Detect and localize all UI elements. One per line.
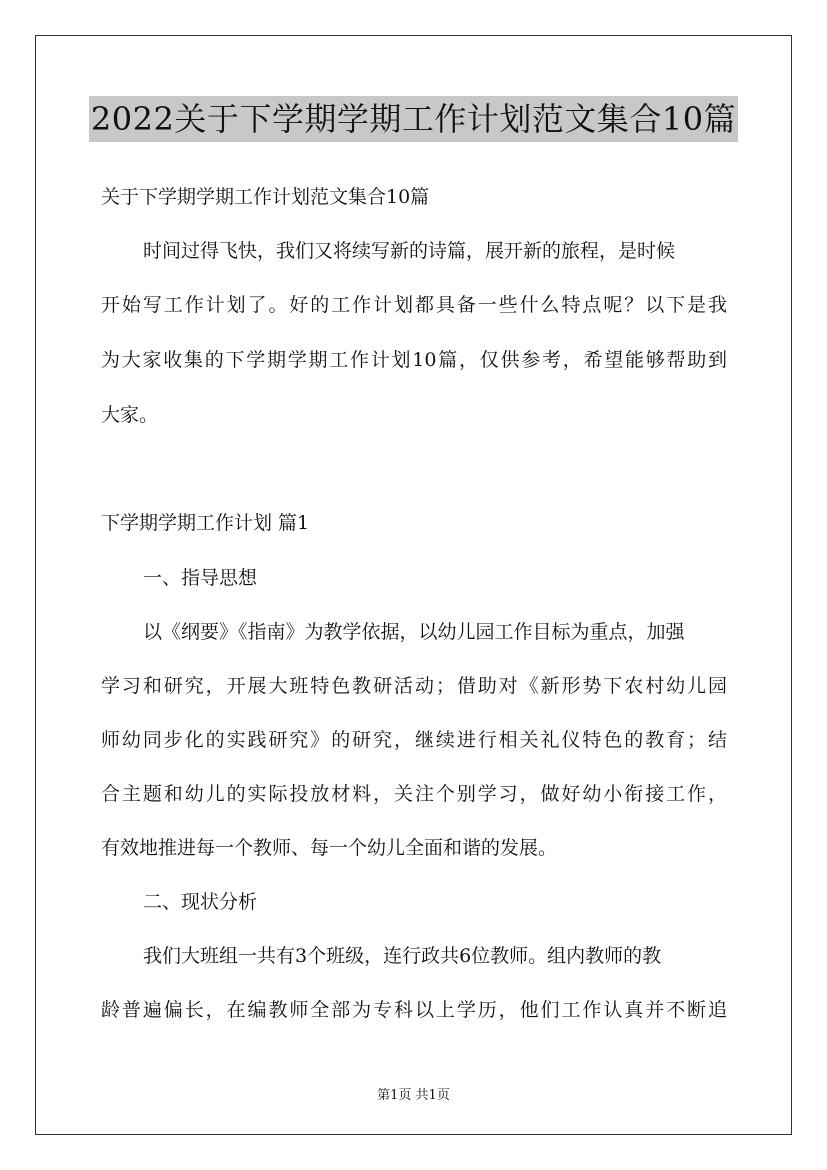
subtitle: 关于下学期学期工作计划范文集合10篇 [101, 186, 430, 208]
paragraph-line: 师幼同步化的实践研究》的研究，继续进行相关礼仪特色的教育；结 [101, 729, 727, 751]
heading-status-analysis: 二、现状分析 [143, 891, 258, 913]
intro-line: 大家。 [101, 404, 159, 426]
intro-line: 为大家收集的下学期学期工作计划10篇，仅供参考，希望能够帮助到 [101, 349, 727, 371]
title-container [0, 96, 827, 142]
intro-line: 时间过得飞快，我们又将续写新的诗篇，展开新的旅程，是时候 [143, 240, 676, 262]
paragraph-line: 我们大班组一共有3个班级，连行政共6位教师。组内教师的教 [143, 945, 662, 967]
paragraph-line: 学习和研究，开展大班特色教研活动；借助对《新形势下农村幼儿园 [101, 675, 727, 697]
section-heading: 下学期学期工作计划 篇1 [101, 512, 310, 534]
paragraph-line: 龄普遍偏长，在编教师全部为专科以上学历，他们工作认真并不断追 [101, 999, 727, 1021]
page-number-footer: 第1页 共1页 [377, 1088, 450, 1103]
intro-line: 开始写工作计划了。好的工作计划都具备一些什么特点呢？以下是我 [101, 294, 727, 316]
paragraph-line: 有效地推进每一个教师、每一个幼儿全面和谐的发展。 [101, 837, 558, 859]
heading-guiding-ideology: 一、指导思想 [143, 567, 258, 589]
paragraph-line: 以《纲要》《指南》为教学依据，以幼儿园工作目标为重点，加强 [143, 621, 685, 643]
paragraph-line: 合主题和幼儿的实际投放材料，关注个别学习，做好幼小衔接工作， [101, 783, 727, 805]
document-title: 2022关于下学期学期工作计划范文集合10篇 [89, 96, 738, 142]
